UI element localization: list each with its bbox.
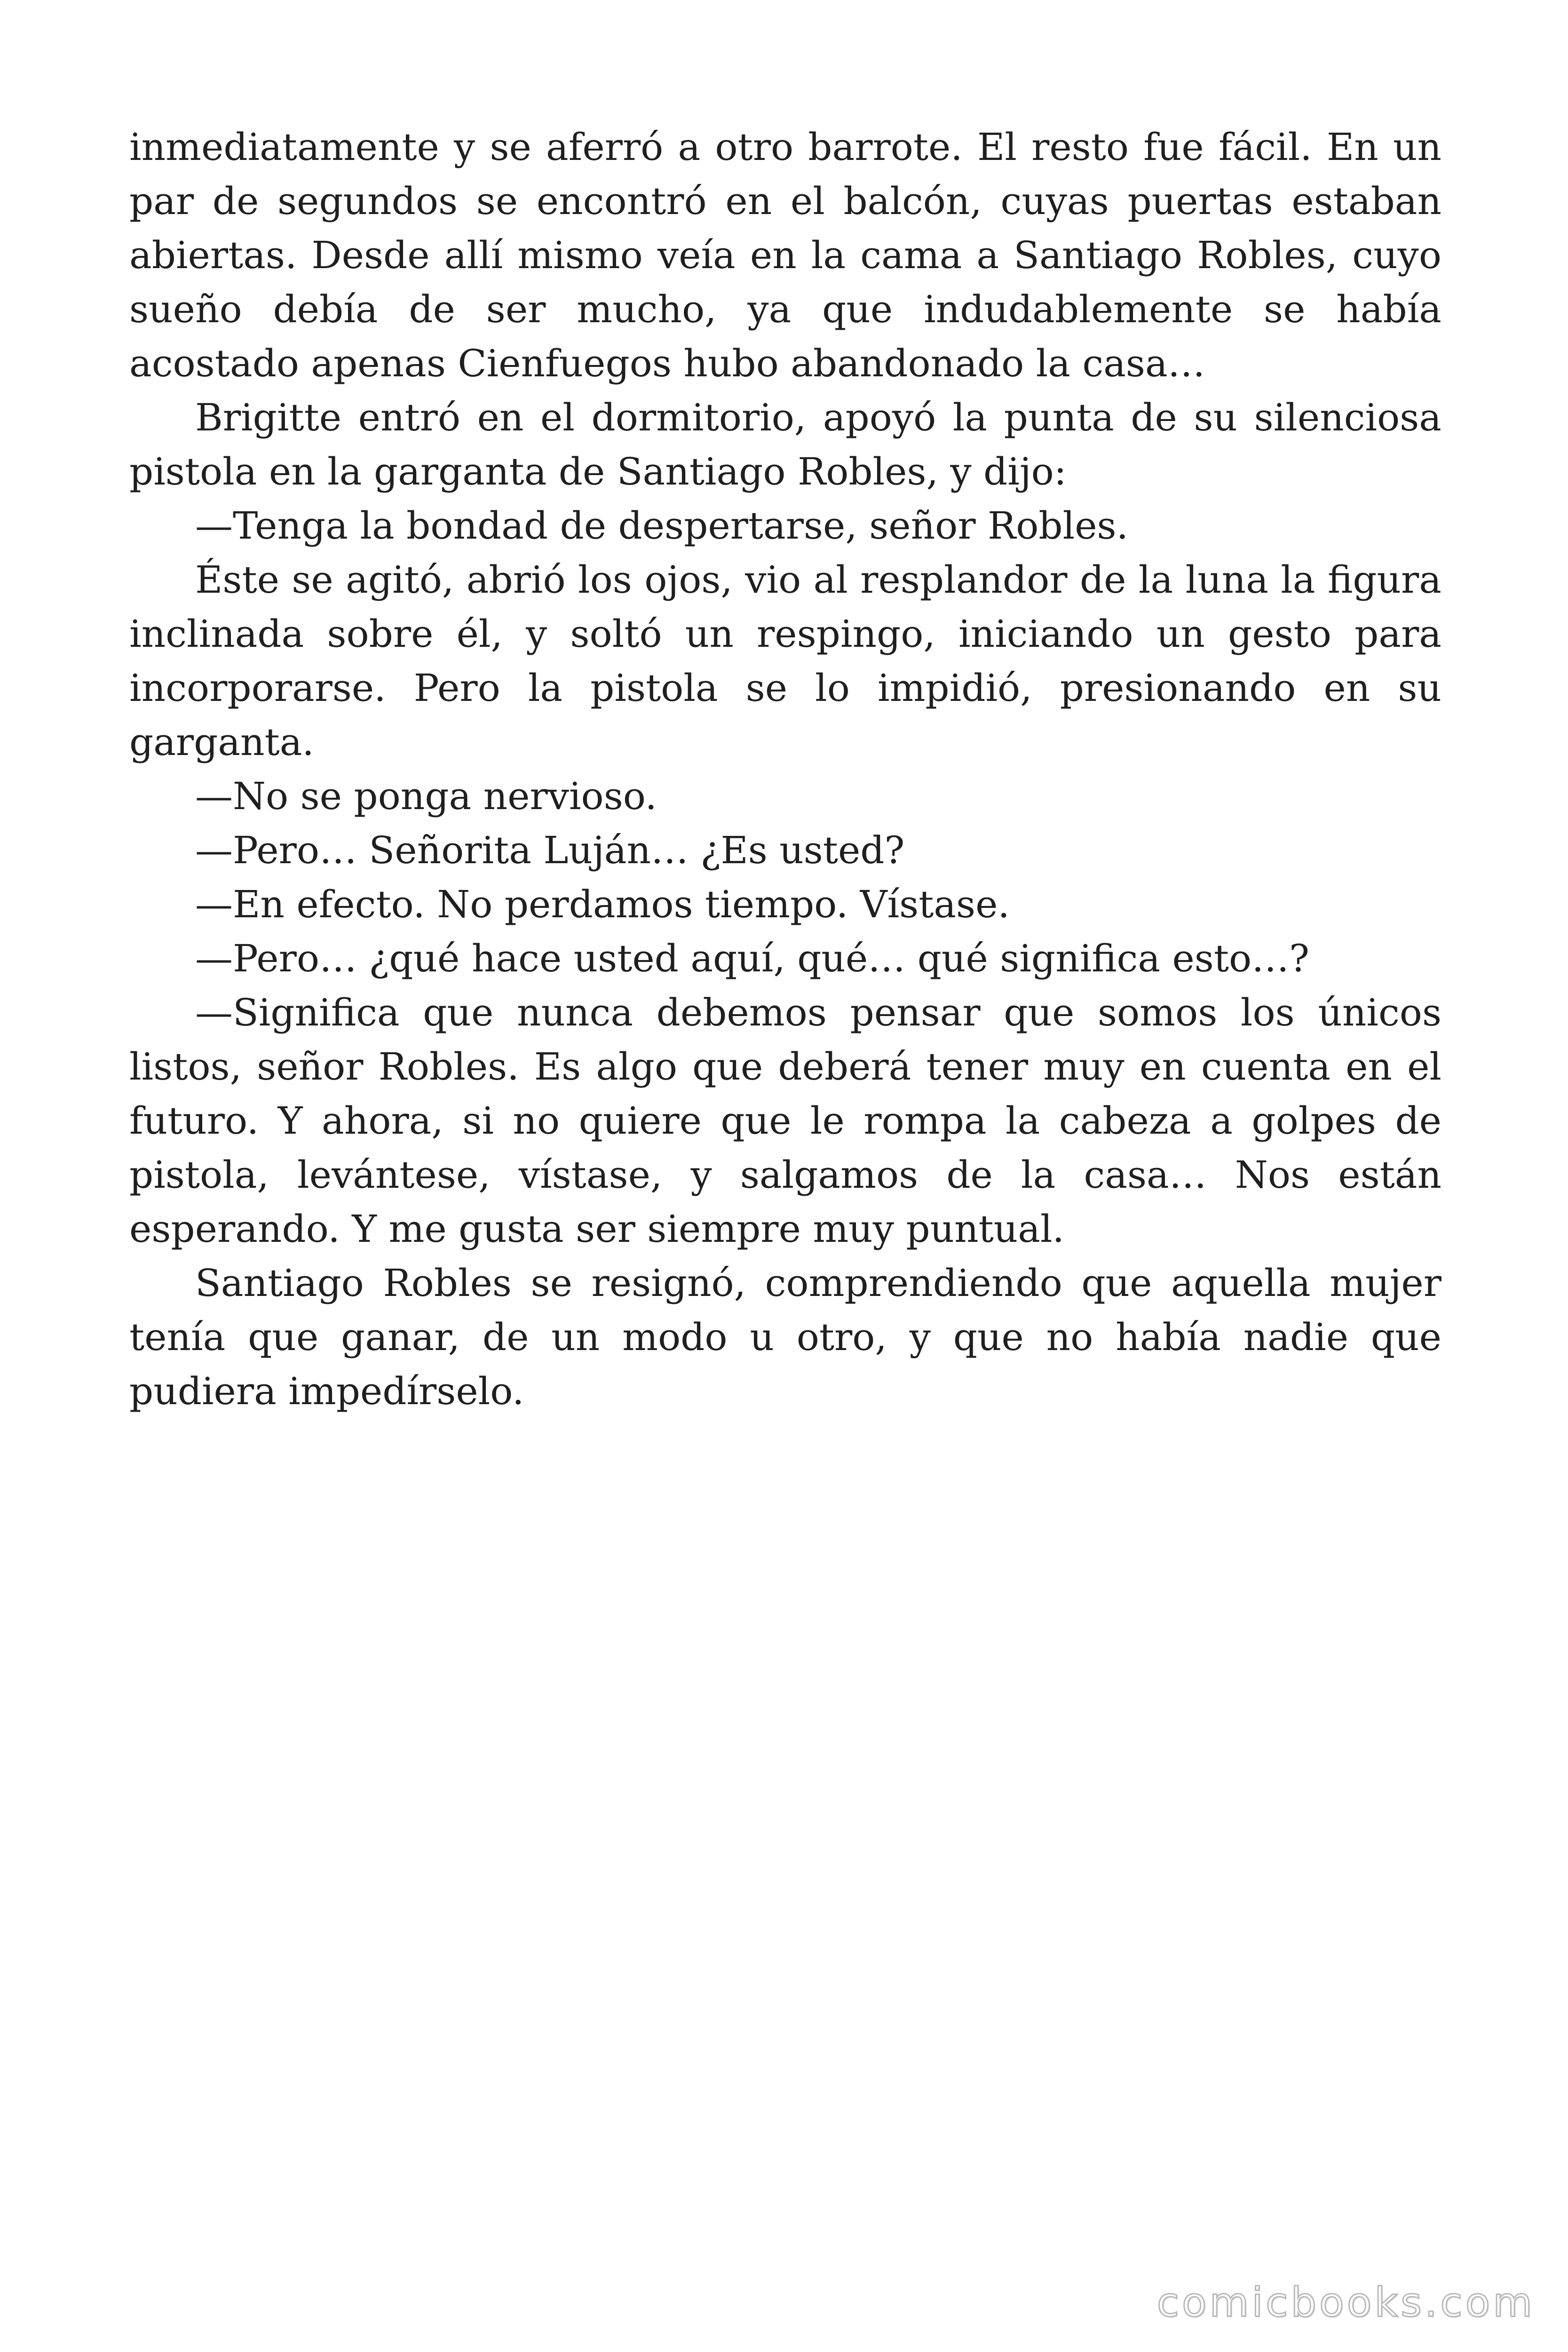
paragraph-9: —Significa que nunca debemos pensar que somos los únicos listos, señor Robles. Es algo que deberá tener muy en cuenta en el futuro. Y ahora, si no quiere que le rompa la cabeza a golpes de pistola, levántese, vístase, y salgamos de la casa… Nos están esperando. Y me gusta ser siempre muy puntual. xyxy=(129,991,1441,1251)
watermark: comicbooks.com xyxy=(1156,2279,1535,2326)
paragraph-2: Brigitte entró en el dormitorio, apoyó la punta de su silenciosa pistola en la garganta de Santiago Robles, y dijo: xyxy=(129,396,1441,493)
paragraph-10: Santiago Robles se resignó, comprendiendo que aquella mujer tenía que ganar, de un modo u otro, y que no había nadie que pudiera impedírselo. xyxy=(129,1261,1441,1413)
page-text xyxy=(129,120,1441,1418)
paragraph-5: —No se ponga nervioso. xyxy=(195,774,657,818)
paragraph-7: —En efecto. No perdamos tiempo. Vístase. xyxy=(195,882,1010,926)
paragraph-1: inmediatamente y se aferró a otro barrote. El resto fue fácil. En un par de segundos se encontró en el balcón, cuyas puertas estaban abiertas. Desde allí mismo veía en la cama a Santiago Robles, cuyo sueño debía de ser mucho, ya que indudablemente se había acostado apenas Cienfuegos hubo abandonado la casa… xyxy=(129,125,1441,385)
paragraph-8: —Pero… ¿qué hace usted aquí, qué… qué significa esto…? xyxy=(195,937,1310,980)
paragraph-3: —Tenga la bondad de despertarse, señor Robles. xyxy=(195,504,1129,548)
paragraph-4: Éste se agitó, abrió los ojos, vio al resplandor de la luna la figura inclinada sobre él, y soltó un respingo, iniciando un gesto para incorporarse. Pero la pistola se lo impidió, presionando en su garganta. xyxy=(129,558,1441,764)
paragraph-6: —Pero… Señorita Luján… ¿Es usted? xyxy=(195,828,905,872)
